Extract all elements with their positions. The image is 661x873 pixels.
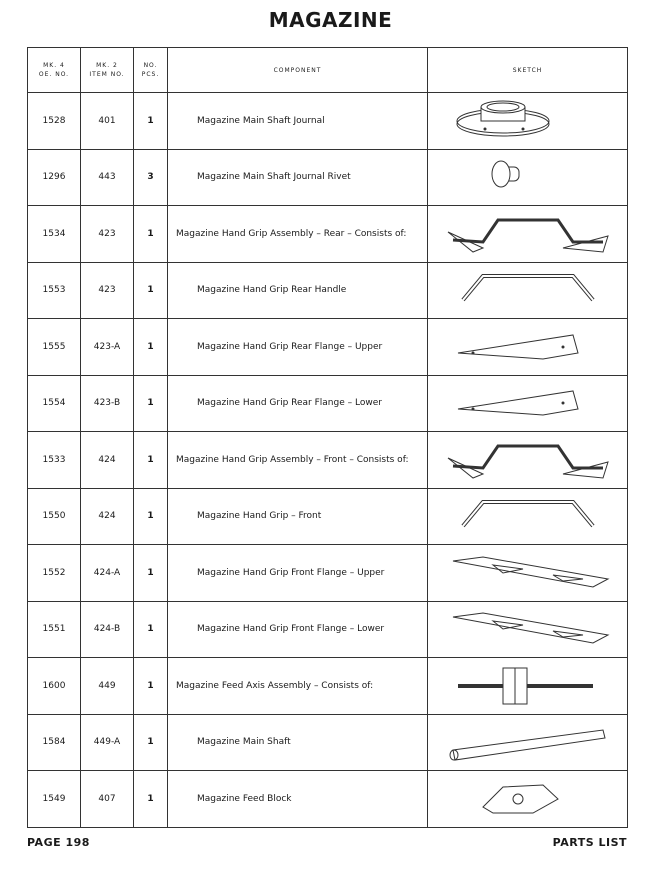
sketch-cell	[428, 771, 628, 828]
component-name: Magazine Hand Grip Assembly – Front – Consists of:	[168, 432, 428, 489]
grip-assembly-sketch-icon	[443, 212, 613, 256]
sketch-cell	[428, 93, 628, 150]
grip-assembly-sketch-icon	[443, 438, 613, 482]
table-row	[28, 206, 628, 263]
axis-sketch-icon	[443, 664, 613, 708]
table-row	[28, 319, 628, 376]
sketch-cell	[428, 149, 628, 206]
pieces-count: 1	[134, 771, 168, 828]
component-name: Magazine Main Shaft Journal Rivet	[168, 149, 428, 206]
mk2-item-number: 443	[81, 149, 134, 206]
mk2-item-number: 424-A	[81, 545, 134, 602]
sketch-cell	[428, 432, 628, 489]
mk2-item-number: 424	[81, 488, 134, 545]
pieces-count: 1	[134, 206, 168, 263]
pieces-count: 3	[134, 149, 168, 206]
component-name: Magazine Main Shaft Journal	[168, 93, 428, 150]
header-sketch: SKETCH	[428, 48, 628, 93]
pieces-count: 1	[134, 601, 168, 658]
mk2-item-number: 449-A	[81, 714, 134, 771]
flange-sketch-icon	[443, 381, 613, 425]
page-title: MAGAZINE	[268, 8, 393, 32]
table-row	[28, 375, 628, 432]
mk4-number: 1534	[28, 206, 81, 263]
mk2-item-number: 407	[81, 771, 134, 828]
mk2-item-number: 423-A	[81, 319, 134, 376]
component-name: Magazine Feed Block	[168, 771, 428, 828]
mk2-item-number: 423	[81, 262, 134, 319]
sketch-cell	[428, 262, 628, 319]
sketch-cell	[428, 714, 628, 771]
mk2-item-number: 424-B	[81, 601, 134, 658]
handle-sketch-icon	[443, 268, 613, 312]
mk2-item-number: 401	[81, 93, 134, 150]
component-name: Magazine Feed Axis Assembly – Consists of:	[168, 658, 428, 715]
component-name: Magazine Hand Grip Rear Handle	[168, 262, 428, 319]
header-component: COMPONENT	[168, 48, 428, 93]
sketch-cell	[428, 375, 628, 432]
table-row	[28, 93, 628, 150]
mk2-item-number: 423-B	[81, 375, 134, 432]
table-row	[28, 262, 628, 319]
header-mk2: MK. 2 ITEM NO.	[81, 48, 134, 93]
header-mk4: MK. 4 OE. NO.	[28, 48, 81, 93]
pieces-count: 1	[134, 658, 168, 715]
parts-table	[27, 47, 628, 828]
mk2-item-number: 423	[81, 206, 134, 263]
component-name: Magazine Main Shaft	[168, 714, 428, 771]
mk4-number: 1584	[28, 714, 81, 771]
component-name: Magazine Hand Grip Rear Flange – Upper	[168, 319, 428, 376]
pieces-count: 1	[134, 545, 168, 602]
mk4-number: 1551	[28, 601, 81, 658]
component-name: Magazine Hand Grip – Front	[168, 488, 428, 545]
sketch-cell	[428, 488, 628, 545]
journal-sketch-icon	[443, 99, 613, 143]
sketch-cell	[428, 319, 628, 376]
pieces-count: 1	[134, 488, 168, 545]
pieces-count: 1	[134, 319, 168, 376]
mk2-item-number: 424	[81, 432, 134, 489]
pieces-count: 1	[134, 432, 168, 489]
mk4-number: 1296	[28, 149, 81, 206]
table-row	[28, 149, 628, 206]
rivet-sketch-icon	[443, 155, 613, 199]
component-name: Magazine Hand Grip Assembly – Rear – Consists of:	[168, 206, 428, 263]
shaft-sketch-icon	[443, 720, 613, 764]
table-header	[28, 48, 628, 93]
table-row	[28, 432, 628, 489]
mk4-number: 1533	[28, 432, 81, 489]
component-name: Magazine Hand Grip Front Flange – Upper	[168, 545, 428, 602]
table-row	[28, 658, 628, 715]
page-number: PAGE 198	[27, 836, 90, 849]
table-row	[28, 545, 628, 602]
mk2-item-number: 449	[81, 658, 134, 715]
handle-sketch-icon	[443, 494, 613, 538]
table-row	[28, 771, 628, 828]
mk4-number: 1555	[28, 319, 81, 376]
mk4-number: 1549	[28, 771, 81, 828]
pieces-count: 1	[134, 714, 168, 771]
pieces-count: 1	[134, 375, 168, 432]
section-label: PARTS LIST	[552, 836, 627, 849]
mk4-number: 1554	[28, 375, 81, 432]
mk4-number: 1528	[28, 93, 81, 150]
component-name: Magazine Hand Grip Rear Flange – Lower	[168, 375, 428, 432]
header-pcs: NO. PCS.	[134, 48, 168, 93]
block-sketch-icon	[443, 777, 613, 821]
pieces-count: 1	[134, 93, 168, 150]
sketch-cell	[428, 545, 628, 602]
flange-long-sketch-icon	[443, 551, 613, 595]
mk4-number: 1553	[28, 262, 81, 319]
mk4-number: 1550	[28, 488, 81, 545]
flange-sketch-icon	[443, 325, 613, 369]
table-row	[28, 601, 628, 658]
mk4-number: 1600	[28, 658, 81, 715]
sketch-cell	[428, 601, 628, 658]
flange-long-sketch-icon	[443, 607, 613, 651]
sketch-cell	[428, 206, 628, 263]
table-row	[28, 488, 628, 545]
table-row	[28, 714, 628, 771]
component-name: Magazine Hand Grip Front Flange – Lower	[168, 601, 428, 658]
sketch-cell	[428, 658, 628, 715]
mk4-number: 1552	[28, 545, 81, 602]
pieces-count: 1	[134, 262, 168, 319]
